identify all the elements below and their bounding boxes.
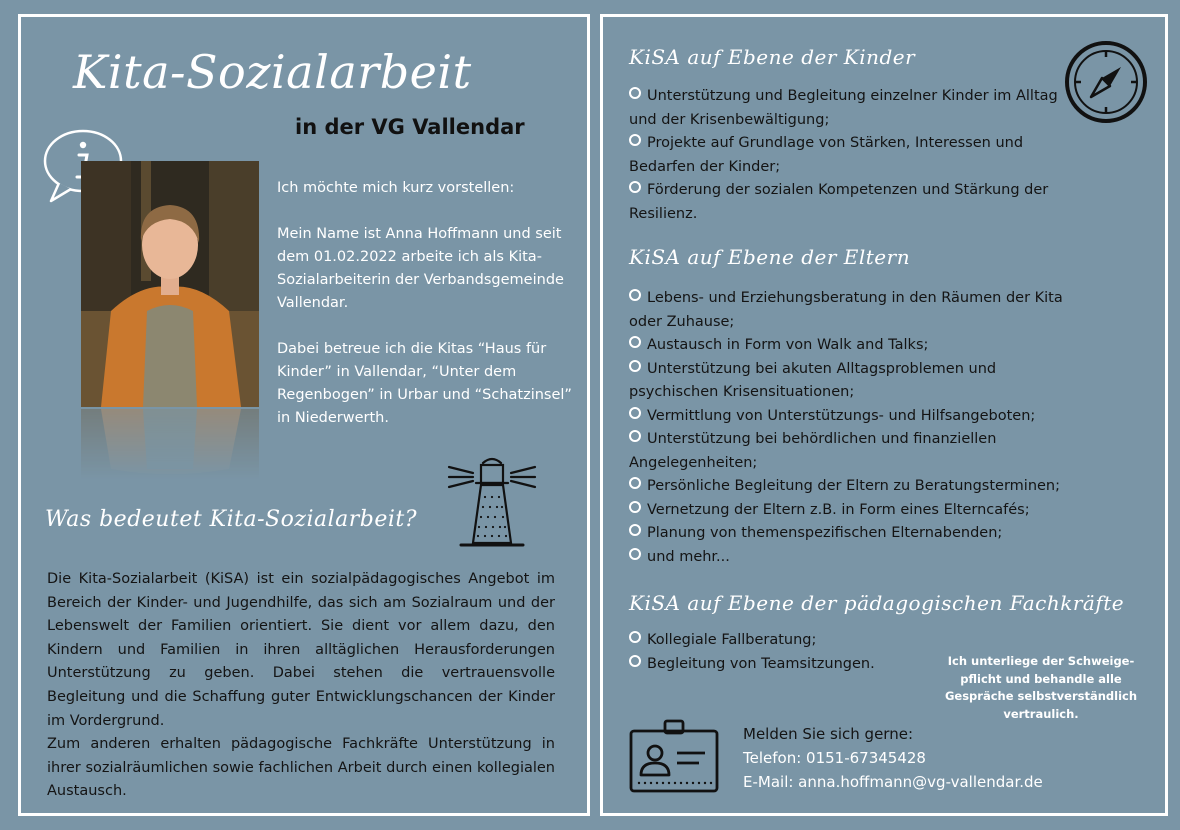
portrait-reflection: [81, 409, 259, 479]
intro-text: [277, 177, 577, 430]
list-item: Unterstützung bei behördlichen und finanziellen Angelegenheiten;: [629, 431, 997, 471]
bullet-icon: [629, 336, 641, 348]
bullet-icon: [629, 501, 641, 513]
contact-heading: Melden Sie sich gerne:: [743, 725, 913, 743]
id-card-icon: [627, 719, 721, 795]
list-item: Vermittlung von Unterstützungs- und Hilfsangeboten;: [629, 405, 1069, 429]
bullet-icon: [629, 181, 641, 193]
bullet-icon: [629, 655, 641, 667]
phone-number: Telefon: 0151-67345428: [743, 749, 926, 767]
list-item: und mehr...: [629, 546, 1069, 570]
section-heading-kinder: KiSA auf Ebene der Kinder: [629, 45, 916, 69]
page-title: Kita-Sozialarbeit: [73, 45, 472, 99]
intro-paragraph: Dabei betreue ich die Kitas “Haus für Kinder” in Vallendar, “Unter dem Regenbogen” in Urbar und “Schatzinsel” in Niederwerth.: [277, 341, 572, 426]
description-text: [47, 568, 555, 804]
intro-paragraph: Mein Name ist Anna Hoffmann und seit dem 01.02.2022 arbeite ich als Kita-Sozialarbeiterin der Verbandsgemeinde Vallendar.: [277, 226, 564, 311]
contact-block: [743, 722, 1043, 794]
left-page: [18, 14, 590, 816]
bullet-icon: [629, 289, 641, 301]
list-item: Persönliche Begleitung der Eltern zu Beratungsterminen;: [629, 475, 1069, 499]
bullet-icon: [629, 524, 641, 536]
list-kinder: [629, 85, 1069, 226]
list-item: Begleitung von Teamsitzungen.: [629, 653, 1069, 677]
bullet-icon: [629, 548, 641, 560]
bullet-icon: [629, 430, 641, 442]
lighthouse-icon: [445, 455, 539, 551]
intro-paragraph: Ich möchte mich kurz vorstellen:: [277, 180, 515, 196]
bullet-icon: [629, 134, 641, 146]
list-item: Unterstützung bei akuten Alltagsproblemen und psychischen Krisensituationen;: [629, 360, 997, 400]
list-item: Unterstützung und Begleitung einzelner Kinder im Alltag und der Krisenbewältigung;: [629, 88, 1058, 128]
list-item: Planung von themenspezifischen Elternabenden;: [629, 522, 1069, 546]
page-subtitle: in der VG Vallendar: [295, 115, 525, 139]
list-item: Projekte auf Grundlage von Stärken, Interessen und Bedarfen der Kinder;: [629, 135, 1024, 175]
section-heading-eltern: KiSA auf Ebene der Eltern: [629, 245, 911, 269]
list-item: Lebens- und Erziehungsberatung in den Räumen der Kita oder Zuhause;: [629, 290, 1063, 330]
compass-icon: [1063, 39, 1149, 125]
bullet-icon: [629, 360, 641, 372]
right-page: [600, 14, 1168, 816]
list-item: Kollegiale Fallberatung;: [629, 629, 1069, 653]
list-item: Förderung der sozialen Kompetenzen und Stärkung der Resilienz.: [629, 182, 1049, 222]
portrait-photo: [81, 161, 259, 407]
bullet-icon: [629, 631, 641, 643]
question-heading: Was bedeutet Kita-Sozialarbeit?: [45, 507, 418, 532]
bullet-icon: [629, 477, 641, 489]
email-address: E-Mail: anna.hoffmann@vg-vallendar.de: [743, 773, 1043, 791]
description-paragraph: Zum anderen erhalten pädagogische Fachkräfte Unterstützung in ihrer sozialräumlichen sowie fachlichen Arbeit durch einen kollegialen Austausch.: [47, 736, 555, 800]
list-eltern: [629, 287, 1069, 569]
bullet-icon: [629, 407, 641, 419]
list-item: Vernetzung der Eltern z.B. in Form eines Elterncafés;: [629, 499, 1069, 523]
list-item: Austausch in Form von Walk and Talks;: [629, 334, 1069, 358]
confidentiality-note: Ich unterliege der Schweige-pflicht und behandle alle Gespräche selbstverständlich vertraulich.: [944, 654, 1138, 721]
section-heading-fachkraefte: KiSA auf Ebene der pädagogischen Fachkräfte: [629, 591, 1125, 615]
description-paragraph: Die Kita-Sozialarbeit (KiSA) ist ein sozialpädagogisches Angebot im Bereich der Kinder- und Jugendhilfe, das sich am Sozialraum und der Lebenswelt der Familien orientiert. Sie dient vor allem dazu, den Kindern und Familien in ihren alltäglichen Herausforderungen Unterstützung zu geben. Dabei stehen die vertrauensvolle Begleitung und die Schaffung guter Entwicklungschancen der Kinder im Vordergrund.: [47, 571, 555, 729]
bullet-icon: [629, 87, 641, 99]
